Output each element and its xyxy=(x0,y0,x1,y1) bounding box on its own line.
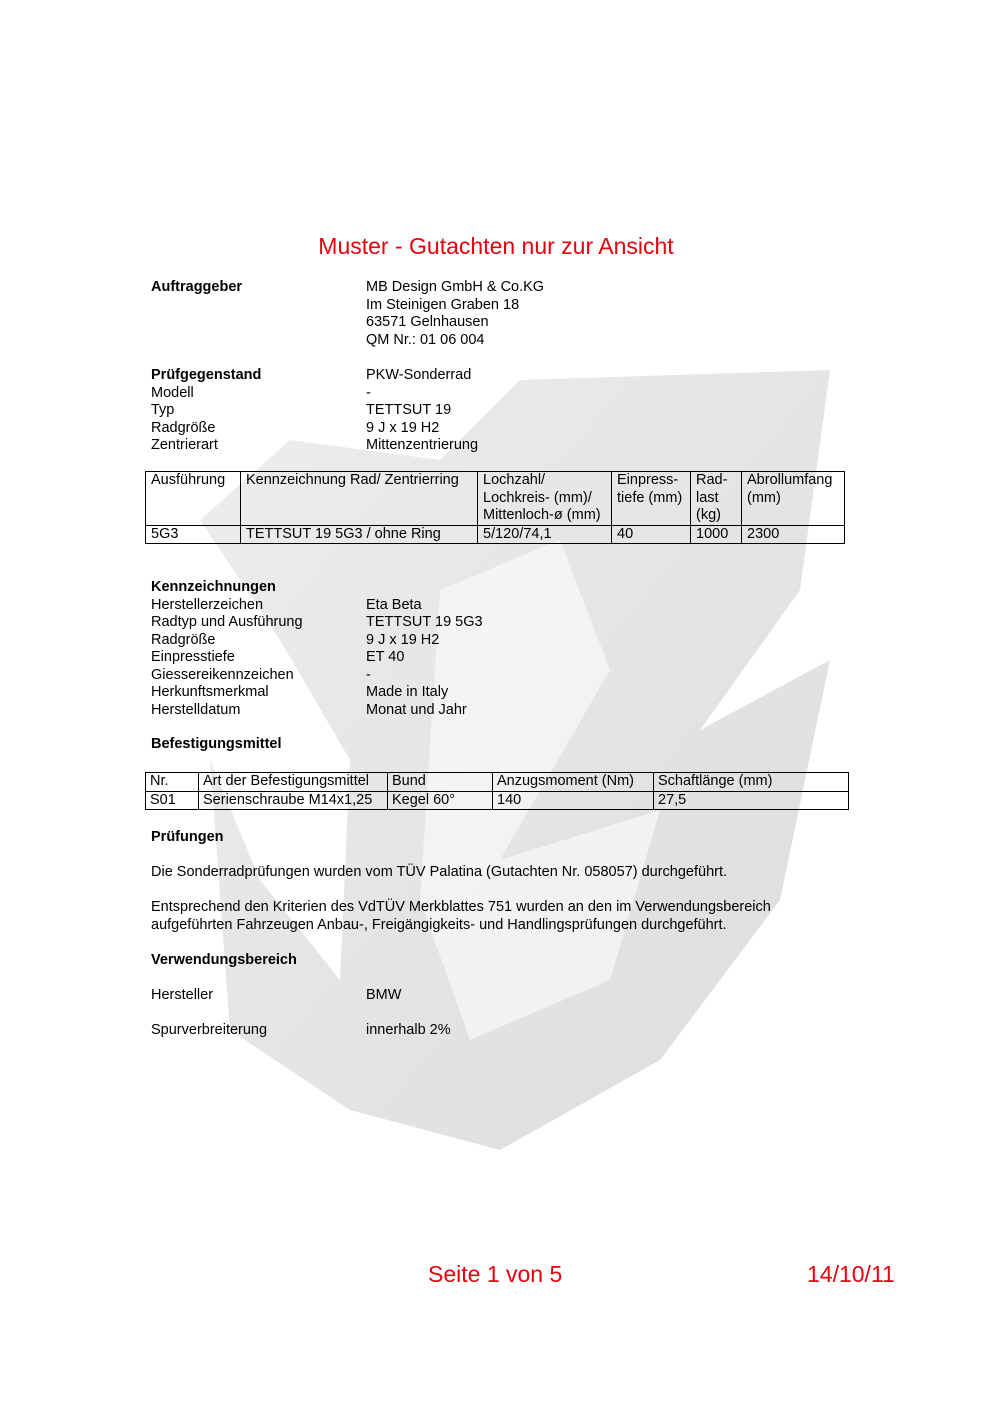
radgroesse2-label: Radgröße xyxy=(151,631,216,648)
pruefgegenstand-value: PKW-Sonderrad xyxy=(366,367,472,383)
table-cell: TETTSUT 19 5G3 / ohne Ring xyxy=(241,525,478,544)
herstelldatum-value: Monat und Jahr xyxy=(366,701,467,718)
radtyp-label: Radtyp und Ausführung xyxy=(151,614,303,630)
modell-value: - xyxy=(366,384,371,401)
pruefungen-paragraph-2 xyxy=(151,899,851,934)
auftraggeber-address xyxy=(366,279,544,349)
address-line: 63571 Gelnhausen xyxy=(366,314,489,330)
giessereikennzeichen-value: - xyxy=(366,666,371,683)
page-number: Seite 1 von 5 xyxy=(428,1261,563,1287)
radtyp-value: TETTSUT 19 5G3 xyxy=(366,614,483,630)
radgroesse2-value: 9 J x 19 H2 xyxy=(366,631,440,648)
header-cell: Kennzeichnung Rad/ Zentrierring xyxy=(241,472,478,526)
header-cell: Lochzahl/ Lochkreis- (mm)/ Mittenloch-ø (mm) xyxy=(478,472,612,526)
herkunftsmerkmal-value: Made in Italy xyxy=(366,684,449,700)
befestigung-heading: Befestigungsmittel xyxy=(151,736,282,752)
table-cell: 40 xyxy=(612,525,691,544)
hersteller-value: BMW xyxy=(366,987,402,1003)
radgroesse-value: 9 J x 19 H2 xyxy=(366,419,440,436)
table-row xyxy=(146,525,845,544)
header-cell: Bund xyxy=(388,773,493,792)
header-cell: Rad-last (kg) xyxy=(691,472,742,526)
giessereikennzeichen-label: Giessereikennzeichen xyxy=(151,666,294,683)
wheel-spec-table xyxy=(145,471,845,544)
table-cell: 5G3 xyxy=(146,525,241,544)
spurverbreiterung-label: Spurverbreiterung xyxy=(151,1022,268,1038)
table-row xyxy=(146,791,849,810)
pruefungen-paragraph-1: Die Sonderradprüfungen wurden vom TÜV Palatina (Gutachten Nr. 058057) durchgeführt. xyxy=(151,864,728,880)
table-cell: 1000 xyxy=(691,525,742,544)
header-cell: Ausführung xyxy=(146,472,241,526)
paragraph-line: aufgeführten Fahrzeugen Anbau-, Freigängigkeits- und Handlingsprüfungen durchgeführt. xyxy=(151,916,727,933)
header-cell: Einpress-tiefe (mm) xyxy=(612,472,691,526)
table-cell: Serienschraube M14x1,25 xyxy=(199,791,388,810)
header-cell: Art der Befestigungsmittel xyxy=(199,773,388,792)
pruefungen-heading: Prüfungen xyxy=(151,829,224,845)
header-cell: Nr. xyxy=(146,773,199,792)
hersteller-label: Hersteller xyxy=(151,987,214,1003)
address-line: MB Design GmbH & Co.KG xyxy=(366,279,545,295)
pruefgegenstand-heading: Prüfgegenstand xyxy=(151,367,262,383)
verwendungsbereich-heading: Verwendungsbereich xyxy=(151,952,297,968)
radgroesse-label: Radgröße xyxy=(151,419,216,436)
zentrierart-label: Zentrierart xyxy=(151,437,218,453)
herstelldatum-label: Herstelldatum xyxy=(151,701,241,718)
table-cell: 27,5 xyxy=(654,791,849,810)
spurverbreiterung-value: innerhalb 2% xyxy=(366,1022,451,1038)
einpresstiefe-label: Einpresstiefe xyxy=(151,649,235,665)
header-cell: Abrollumfang (mm) xyxy=(742,472,845,526)
document-title: Muster - Gutachten nur zur Ansicht xyxy=(318,233,674,259)
zentrierart-value: Mittenzentrierung xyxy=(366,437,479,453)
table-cell: S01 xyxy=(146,791,199,810)
einpresstiefe-value: ET 40 xyxy=(366,649,405,665)
typ-value: TETTSUT 19 xyxy=(366,402,452,418)
table-cell: 5/120/74,1 xyxy=(478,525,612,544)
typ-label: Typ xyxy=(151,402,175,418)
table-cell: 2300 xyxy=(742,525,845,544)
herkunftsmerkmal-label: Herkunftsmerkmal xyxy=(151,684,269,700)
table-cell: Kegel 60° xyxy=(388,791,493,810)
herstellerzeichen-value: Eta Beta xyxy=(366,596,422,613)
auftraggeber-label: Auftraggeber xyxy=(151,279,243,295)
paragraph-line: Entsprechend den Kriterien des VdTÜV Merkblattes 751 wurden an den im Verwendungsbereich xyxy=(151,899,771,915)
footer-date: 14/10/11 xyxy=(807,1261,895,1287)
table-header-row xyxy=(146,472,845,526)
header-cell: Schaftlänge (mm) xyxy=(654,773,849,792)
address-line: Im Steinigen Graben 18 xyxy=(366,296,520,313)
table-header-row xyxy=(146,773,849,792)
modell-label: Modell xyxy=(151,384,194,401)
fastener-table xyxy=(145,772,849,810)
herstellerzeichen-label: Herstellerzeichen xyxy=(151,596,264,613)
table-cell: 140 xyxy=(493,791,654,810)
header-cell: Anzugsmoment (Nm) xyxy=(493,773,654,792)
address-line: QM Nr.: 01 06 004 xyxy=(366,331,485,348)
kennzeichnungen-heading: Kennzeichnungen xyxy=(151,579,276,595)
